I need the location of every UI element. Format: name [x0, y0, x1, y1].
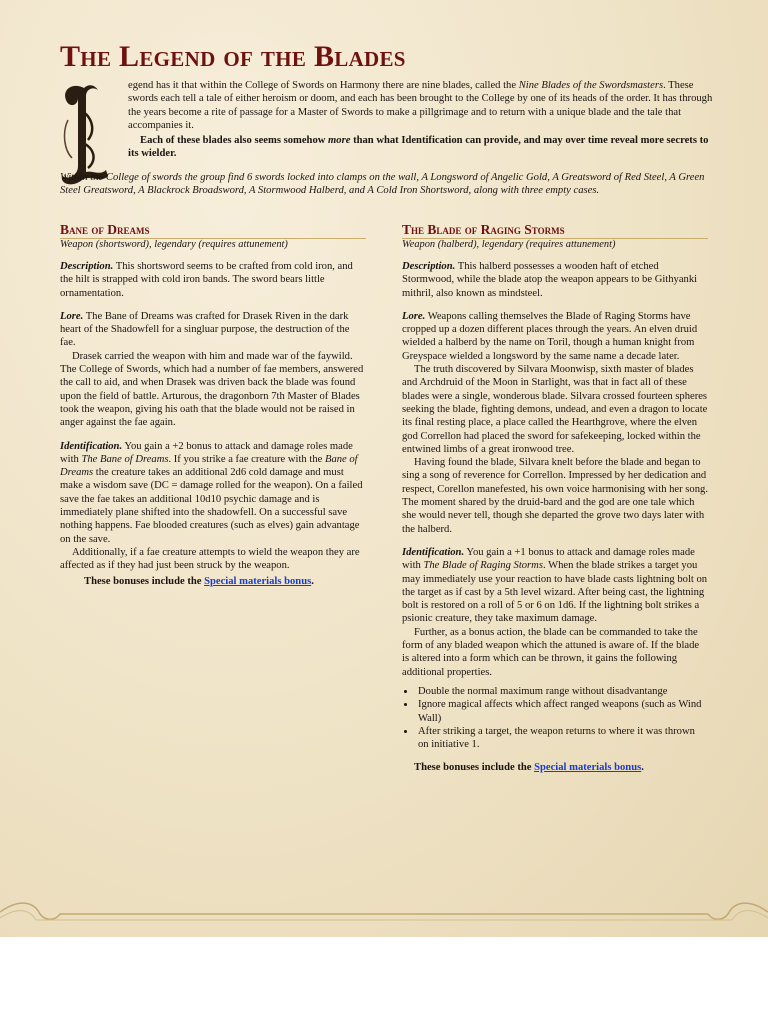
storm-id-name: The Blade of Raging Storms	[423, 560, 543, 572]
intro-bold-paragraph	[128, 134, 718, 161]
storm-thrown-properties-list	[402, 685, 708, 751]
bane-lore-text: The Bane of Dreams was crafted for Drasek Riven in the dark heart of the Shadowfell for a singluar purpose, the destruction of the fae.	[60, 310, 350, 349]
storm-lore-3: Having found the blade, Silvara knelt before the blade and began to sing a song of reverence for Correllon. Impressed by her dedication and respect, Corellon manefested, his own voice harmonising with her song. The moment shared by the druid-bard and the god are one tale which she would never tell, though she departed the grove two days later with the halberd.	[402, 457, 708, 535]
bane-heading: Bane of Dreams	[60, 222, 366, 239]
bane-lore-2: Drasek carried the weapon with him and made war of the faywild. The College of Swords, which had a number of fae members, answered the call to aid, and when Drasek was driven back the blade was found upon the field of battle. Arturous, the dragonborn 7th Master of Blades took the weapon, giving his oath that the blade would not be raised in anger against the fae again.	[60, 350, 364, 429]
raging-storms-section	[402, 222, 708, 775]
bane-id-text-c: the creature takes an additional 2d6 cold damage and must make a wisdom save (DC = damage rolled for the weapon). On a failed save the fae takes an additional 10d10 psychic damage and is immediately plane shifted into the shadowfell. On a successful save nothing happens. Fae blooded creatures (such as elves) gain advantage on the save.	[60, 467, 363, 545]
storm-bonus-note	[402, 761, 708, 774]
nine-blades-name: Nine Blades of the Swordsmasters	[518, 80, 664, 91]
list-item: • Double the normal maximum range without disadvantange	[416, 685, 708, 698]
bane-bonus-end: .	[311, 575, 314, 587]
intro-text-end: . These swords each tell a tale of either heroism or doom, and each has been brought to the College by one of its heads of the order. It has through the years become a rite of passage for a Master of Swords to make a pillgrimage and to return with a unique blade and the tale that accompanies it.	[128, 80, 713, 131]
bane-identification	[60, 440, 366, 546]
storm-id-2: Further, as a bonus action, the blade can be commanded to take the form of any bladed weapon which the attuned is aware of. If the blade is altered into a form which can be thrown, it gains the following additional properties.	[402, 626, 700, 678]
bane-description	[60, 260, 366, 300]
bane-id-name-2: Bane of Dreams	[60, 453, 358, 479]
bane-lore	[60, 310, 366, 350]
storm-lore-text: Weapons calling themselves the Blade of Raging Storms have cropped up a dozen different places through the years. An elven druid wielded a halberd by the name on Toril, though a human knight from Greyspace wielded a longsword by the same name a decade later.	[402, 310, 698, 362]
bane-lore-label: Lore.	[60, 310, 84, 322]
intro-bold-b: than what Identification can provide, and may over time reveal more secrets to its wielder.	[128, 135, 709, 160]
bane-bonus-note	[60, 575, 366, 588]
storm-lore	[402, 310, 708, 363]
bane-id-2: Additionally, if a fae creature attempts to wield the weapon they are affected as if they had just been struck by the weapon.	[60, 546, 360, 572]
bane-id-text-a: You gain a +2 bonus to attack and damage roles made with	[60, 440, 353, 465]
storm-bonus-end: .	[641, 762, 644, 774]
storm-id-label: Identification.	[402, 546, 465, 558]
footer-flourish-icon	[0, 892, 768, 932]
bane-desc-label: Description.	[60, 261, 114, 272]
storm-lore-2: The truth discovered by Silvara Moonwisp, sixth master of blades and Archdruid of the Moon in Starlight, was that in fact all of these blades were a single, wonderous blade. Silvara crossed fourteen spheres seeking the blade, fighting demons, undead, and even a dragon to locate its final resting place, a place called the Hearthgrove, where the elven god Correllon had placed the sword for safekeeping, locked within the entwined limbs of a great ironwood tree.	[402, 364, 708, 455]
bane-bonus-text: These bonuses include the	[84, 575, 205, 587]
intro-paragraph	[128, 79, 718, 132]
storm-id-text-a: You gain a +1 bonus to attack and damage roles made with	[402, 546, 695, 572]
storm-subtitle: Weapon (halberd), legendary (requires attunement)	[402, 239, 616, 250]
intro-bold-more: more	[328, 135, 351, 146]
storm-special-materials-link[interactable]: Special materials bonus	[534, 762, 642, 774]
list-item: • After striking a target, the weapon returns to where it was thrown on initiative 1.	[416, 725, 708, 752]
swords-on-wall-paragraph: Within the College of swords the group find 6 swords locked into clamps on the wall, A Longsword of Angelic Gold, A Greatsword of Red Steel, A Green Steel Greatsword, A Blackrock Broadsword, A Stormwood Halberd, and A Cold Iron Shortsword, along with three empty cases.	[60, 172, 705, 197]
bane-id-text-b: . If you strike a fae creature with the	[168, 453, 325, 465]
bane-subtitle: Weapon (shortsword), legendary (requires attunement)	[60, 239, 288, 250]
bane-of-dreams-section	[60, 222, 366, 588]
storm-id-text-b: . When the blade strikes a target you may immediately use your reaction to have blade casts lightning bolt on the target as if cast by a 5th level wizard. After being cast, the lightning bolt is restored on a roll of 5 or 6 on 1d6. If the lightning bolt strikes a psionic creature, they take maximum damage.	[402, 560, 708, 625]
page-title: The Legend of the Blades	[60, 40, 406, 73]
intro-text-start: egend has it that within the College of Swords on Harmony there are nine blades, called the	[128, 80, 519, 91]
bane-special-materials-link[interactable]: Special materials bonus	[204, 575, 312, 587]
bane-id-name: The Bane of Dreams	[81, 453, 169, 465]
storm-desc-text: This halberd possesses a wooden haft of etched Stormwood, while the blade atop the weapon appears to be Githyanki mithril, also known as mindsteel.	[402, 261, 698, 299]
storm-identification	[402, 546, 708, 626]
storm-desc-label: Description.	[402, 261, 456, 272]
intro-bold-a: Each of these blades also seems somehow	[140, 135, 329, 146]
storm-bonus-text: These bonuses include the	[414, 762, 535, 774]
bane-desc-text: This shortsword seems to be crafted from cold iron, and the hilt is strapped with cold iron bands. The sword bears little ornamentation.	[60, 261, 353, 299]
bane-id-label: Identification.	[60, 440, 123, 452]
storm-heading: The Blade of Raging Storms	[402, 222, 708, 239]
storm-lore-label: Lore.	[402, 310, 426, 322]
list-item: • Ignore magical affects which affect ranged weapons (such as Wind Wall)	[416, 698, 708, 725]
storm-description	[402, 260, 708, 300]
